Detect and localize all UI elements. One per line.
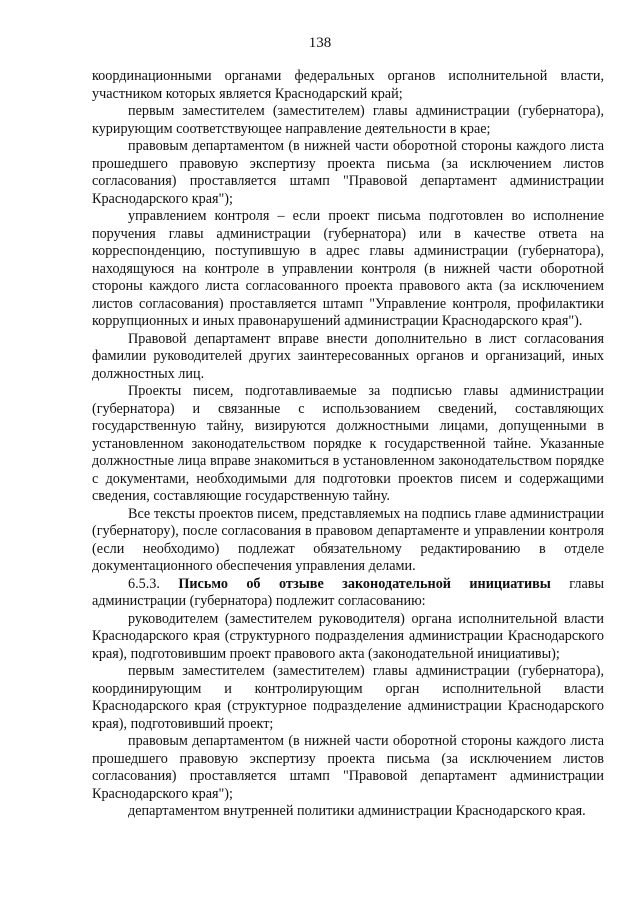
section-title-rest: главы администрации (губернатора) подлежит согласованию: <box>92 575 605 609</box>
section-heading-paragraph <box>92 576 604 611</box>
paragraph-continued: координационными органами федеральных органов исполнительной власти, участником которых является Краснодарский край; <box>92 68 604 102</box>
paragraph: правовым департаментом (в нижней части оборотной стороны каждого листа прошедшего правовую экспертизу проекта письма (за исключением листов согласования) проставляется штамп "Правовой департамент администрации Краснодарского края"); <box>92 733 604 802</box>
paragraph: управлением контроля – если проект письма подготовлен во исполнение поручения главы администрации (губернатора) или в качестве ответа на корреспонденцию, поступившую в адрес главы администрации (губернатора), находящуюся на контроле в управлении контроля (в нижней части оборотной стороны каждого листа согласованного проекта правового акта (за исключением листов согласования) проставляется штамп "Управление контроля, профилактики коррупционных и иных правонарушений администрации Краснодарского края"). <box>92 208 604 329</box>
paragraph: правовым департаментом (в нижней части оборотной стороны каждого листа прошедшего правовую экспертизу проекта письма (за исключением листов согласования) проставляется штамп "Правовой департамент администрации Краснодарского края"); <box>92 138 604 207</box>
paragraph: Проекты писем, подготавливаемые за подписью главы администрации (губернатора) и связанные с использованием сведений, составляющих государственную тайну, визируются должностными лицами, допущенными в установленном законодательством порядке к государственной тайне. Указанные должностные лица вправе знакомиться в установленном законодательством порядке с документами, необходимыми для подготовки проектов писем и содержащими сведения, составляющие государственную тайну. <box>92 383 604 504</box>
paragraph: Все тексты проектов писем, представляемых на подпись главе администрации (губернатору), после согласования в правовом департаменте и управлении контроля (если необходимо) подлежат обязательному редактированию в отделе документационного обеспечения управления делами. <box>92 505 604 574</box>
paragraph: первым заместителем (заместителем) главы администрации (губернатора), координирующим и контролирующим орган исполнительной власти Краснодарского края (структурное подразделение администрации Краснодарского края), подготовивший проект; <box>92 663 604 732</box>
page-number: 138 <box>308 35 332 51</box>
document-body <box>92 68 604 821</box>
paragraph: первым заместителем (заместителем) главы администрации (губернатора), курирующим соответствующее направление деятельности в крае; <box>92 103 604 137</box>
paragraph: Правовой департамент вправе внести дополнительно в лист согласования фамилии руководителей других заинтересованных органов и организаций, иных должностных лиц. <box>92 330 604 382</box>
section-number: 6.5.3. <box>128 575 160 592</box>
paragraph: департаментом внутренней политики администрации Краснодарского края. <box>128 803 586 819</box>
section-title: Письмо об отзыве законодательной инициативы <box>178 575 551 592</box>
paragraph: руководителем (заместителем руководителя) органа исполнительной власти Краснодарского края (структурного подразделения администрации Краснодарского края), подготовившим проект правового акта (законодательной инициативы); <box>92 610 604 662</box>
